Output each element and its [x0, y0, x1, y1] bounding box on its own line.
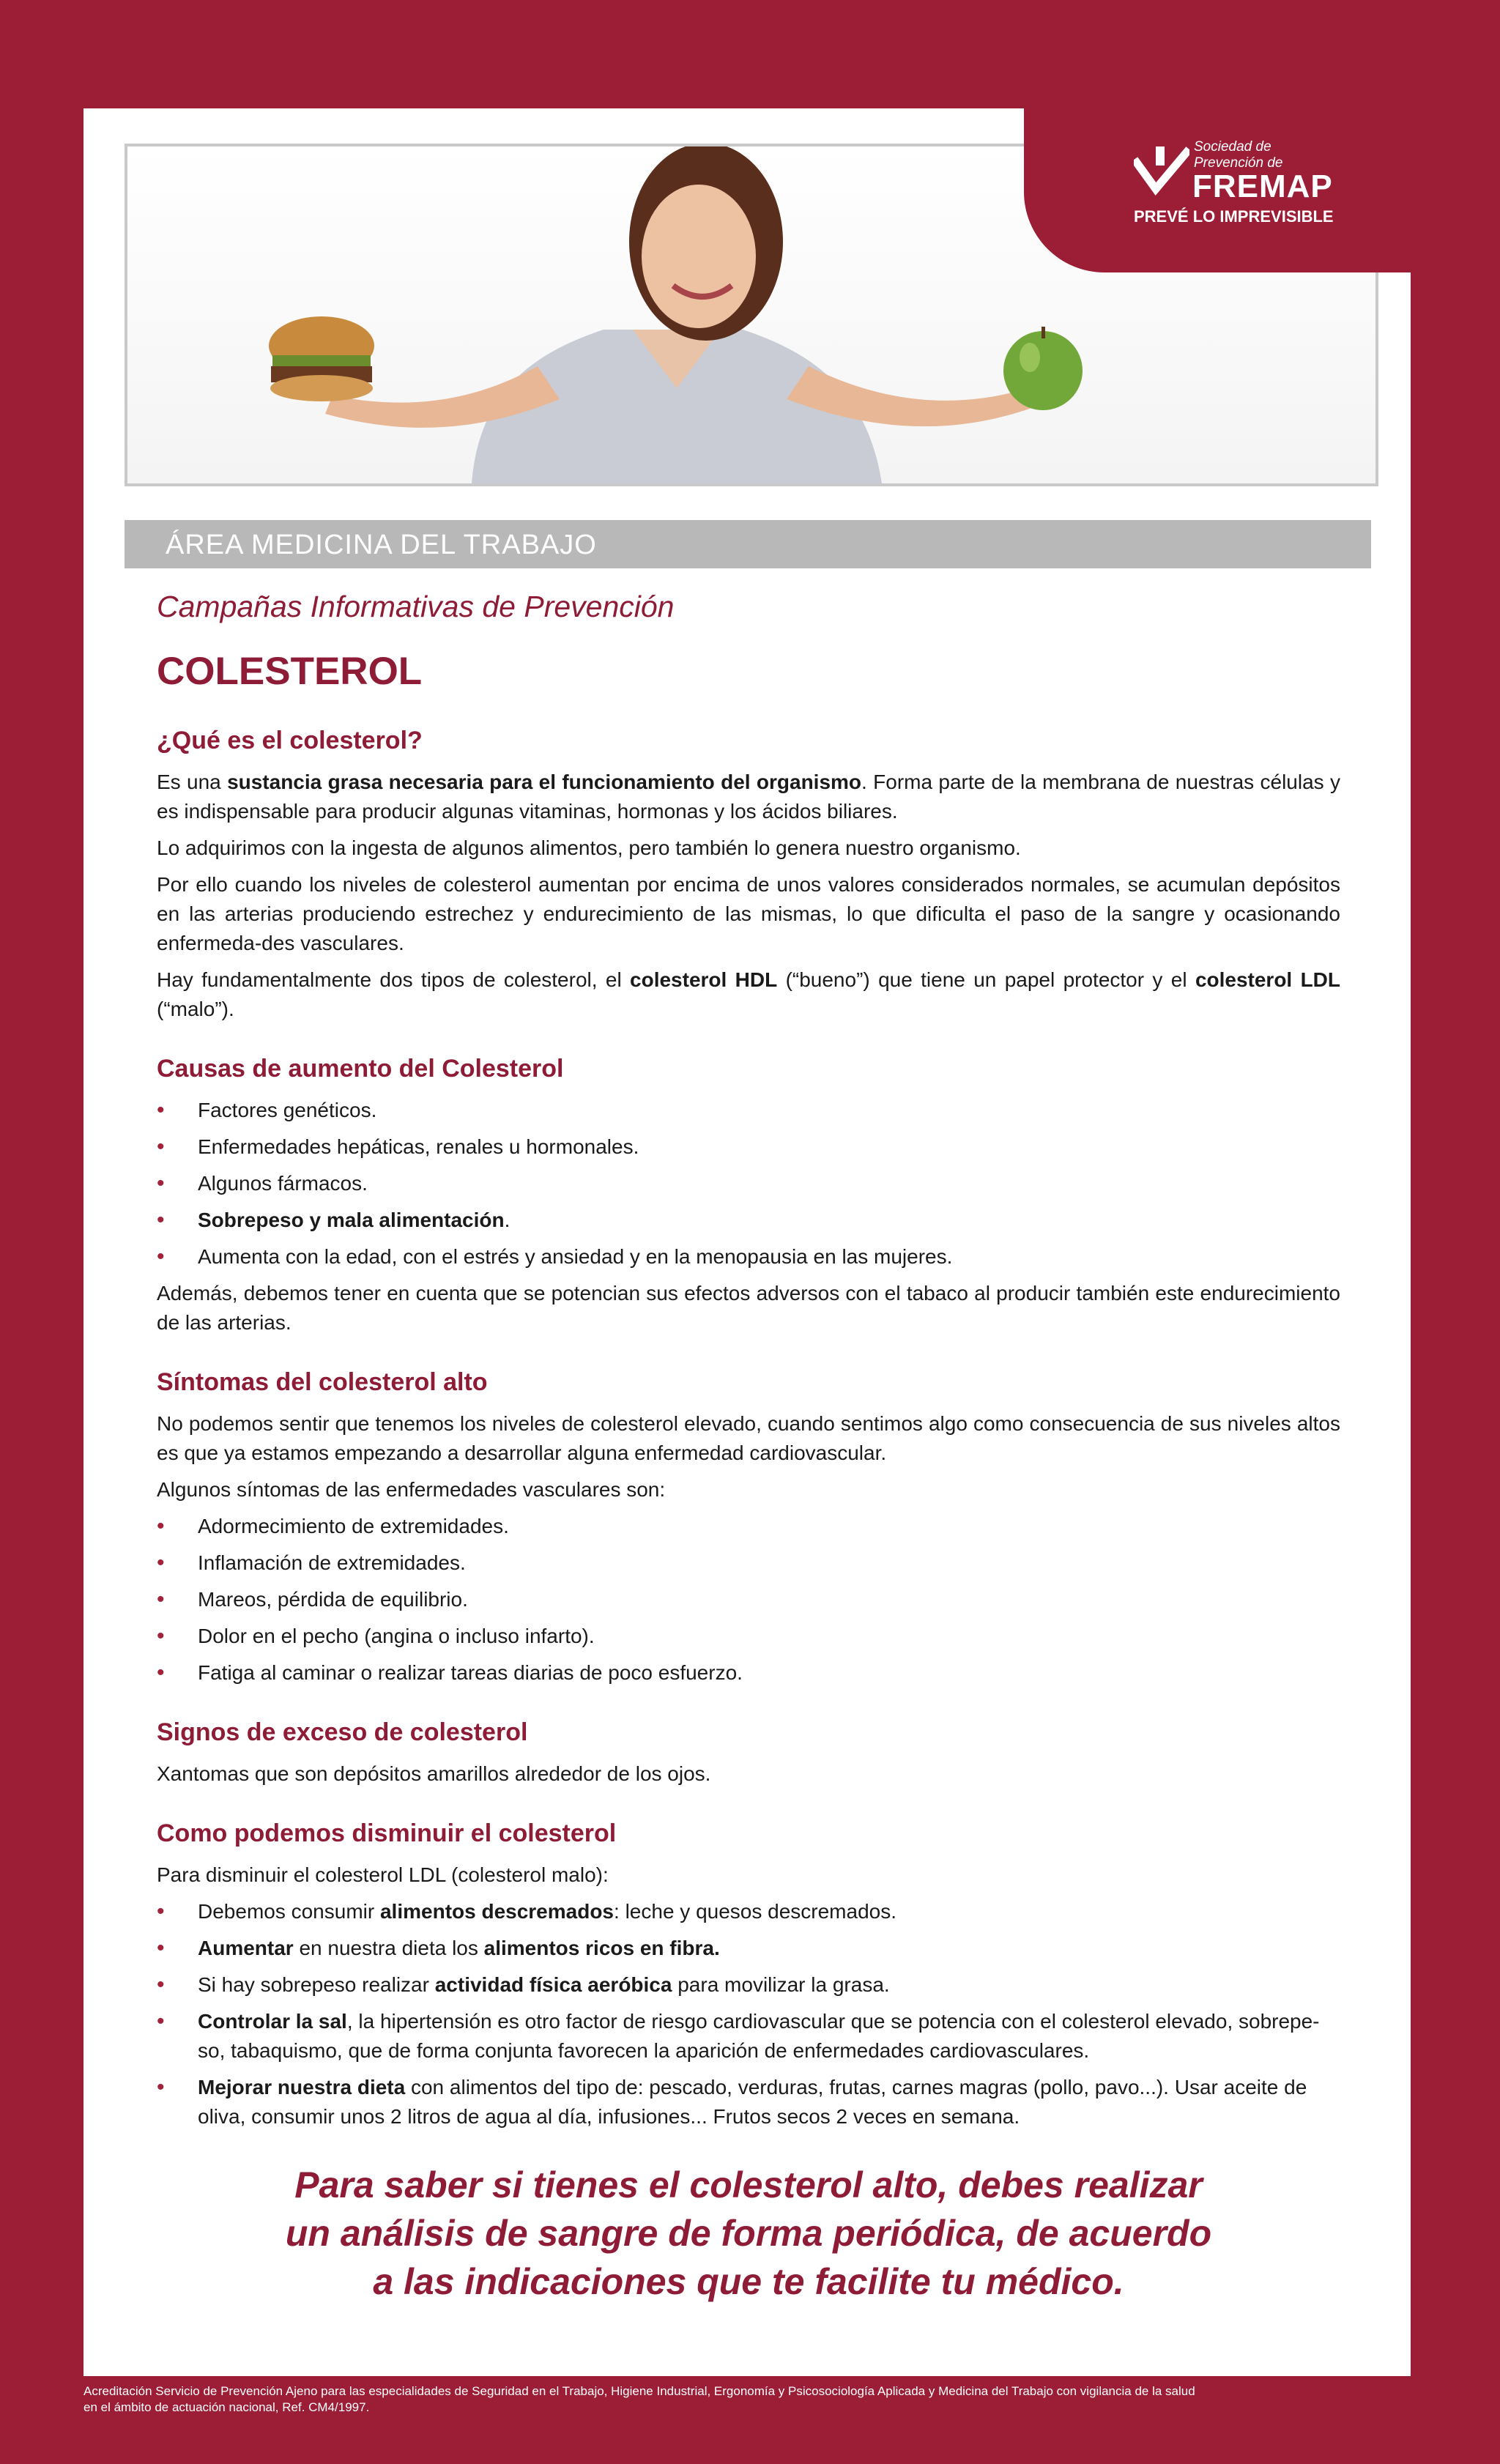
- list-item: • Mareos, pérdida de equilibrio.: [157, 1585, 1340, 1614]
- list-item: • Controlar la sal, la hipertensión es otro factor de riesgo cardiovascular que se potencia con el colesterol elevado, sobrepe-so, tabaquismo, que de forma conjunta favorecen la aparición de enfermedades cardiovasculares.: [157, 2007, 1340, 2066]
- section-heading-what: ¿Qué es el colesterol?: [157, 727, 423, 754]
- list-item: • Enfermedades hepáticas, renales u hormonales.: [157, 1132, 1340, 1162]
- list-item: • Si hay sobrepeso realizar actividad física aeróbica para movilizar la grasa.: [157, 1970, 1340, 2000]
- paragraph: Lo adquirimos con la ingesta de algunos alimentos, pero también lo genera nuestro organismo.: [157, 836, 1021, 859]
- main-content: [157, 586, 1340, 2139]
- list-item: • Aumentar en nuestra dieta los alimentos ricos en fibra.: [157, 1934, 1340, 1963]
- apple-stem: [1042, 327, 1045, 338]
- list-item: • Dolor en el pecho (angina o incluso infarto).: [157, 1622, 1340, 1651]
- paragraph: No podemos sentir que tenemos los niveles de colesterol elevado, cuando sentimos algo como consecuencia de sus niveles altos es que ya estamos empezando a desarrollar alguna enfermedad cardiovascular.: [157, 1412, 1340, 1464]
- page-title: COLESTEROL: [157, 650, 423, 693]
- paragraph: Algunos síntomas de las enfermedades vasculares son:: [157, 1478, 666, 1501]
- burger-bun-bottom: [270, 375, 373, 401]
- list-item: • Sobrepeso y mala alimentación.: [157, 1206, 1340, 1235]
- list-item: • Aumenta con la edad, con el estrés y ansiedad y en la menopausia en las mujeres.: [157, 1242, 1340, 1272]
- area-label: ÁREA MEDICINA DEL TRABAJO: [166, 530, 597, 560]
- section-heading-causes: Causas de aumento del Colesterol: [157, 1055, 564, 1083]
- apple-shape: [1003, 331, 1083, 410]
- section-heading-reduce: Como podemos disminuir el colesterol: [157, 1819, 617, 1847]
- logo-society-text: Sociedad de Prevención de: [1194, 139, 1283, 171]
- apple-highlight: [1020, 343, 1040, 372]
- face-shape: [642, 185, 756, 328]
- causes-list: [157, 1096, 1340, 1272]
- reduce-list: [157, 1897, 1340, 2131]
- list-item: • Adormecimiento de extremidades.: [157, 1512, 1340, 1541]
- paragraph: Por ello cuando los niveles de colesterol aumentan por encima de unos valores considerados normales, se acumulan depósitos en las arterias produciendo estrechez y endurecimiento de las mismas, lo que dificulta el paso de la sangre y ocasionando enfermeda-des vasculares.: [157, 873, 1340, 954]
- list-item: • Mejorar nuestra dieta con alimentos del tipo de: pescado, verduras, frutas, carnes magras (pollo, pavo...). Usar aceite de oliva, consumir unos 2 litros de agua al día, infusiones... Frutos secos 2 veces en semana.: [157, 2073, 1340, 2131]
- logo-name: FREMAP: [1192, 168, 1333, 204]
- area-bar: [125, 520, 1371, 568]
- callout-message: Para saber si tienes el colesterol alto, debes realizar un análisis de sangre de forma periódica, de acuerdo a las indicaciones que te facilite tu médico.: [285, 2164, 1212, 2302]
- paragraph: Para disminuir el colesterol LDL (colesterol malo):: [157, 1863, 609, 1886]
- logo-slogan: PREVÉ LO IMPREVISIBLE: [1134, 207, 1334, 226]
- footer-accreditation: Acreditación Servicio de Prevención Ajeno para las especialidades de Seguridad en el Trabajo, Higiene Industrial, Ergonomía y Psicosociología Aplicada y Medicina del Trabajo con vigilancia de la salud en el ámbito de actuación nacional, Ref. CM4/1997.: [83, 2384, 1195, 2414]
- list-item: • Debemos consumir alimentos descremados: leche y quesos descremados.: [157, 1897, 1340, 1926]
- list-item: • Factores genéticos.: [157, 1096, 1340, 1125]
- paragraph: Xantomas que son depósitos amarillos alrededor de los ojos.: [157, 1762, 711, 1785]
- list-item: • Inflamación de extremidades.: [157, 1548, 1340, 1578]
- section-heading-signs: Signos de exceso de colesterol: [157, 1718, 528, 1746]
- paragraph: Hay fundamentalmente dos tipos de colesterol, el colesterol HDL (“bueno”) que tiene un papel protector y el colesterol LDL (“malo”).: [157, 968, 1340, 1020]
- list-item: • Fatiga al caminar o realizar tareas diarias de poco esfuerzo.: [157, 1658, 1340, 1688]
- paragraph: Es una sustancia grasa necesaria para el funcionamiento del organismo. Forma parte de la membrana de nuestras células y es indispensable para producir algunas vitaminas, hormonas y los ácidos biliares.: [157, 771, 1340, 823]
- campaign-subtitle: Campañas Informativas de Prevención: [157, 590, 675, 623]
- paragraph: Además, debemos tener en cuenta que se potencian sus efectos adversos con el tabaco al producir también este endurecimiento de las arterias.: [157, 1282, 1340, 1334]
- symptoms-list: [157, 1512, 1340, 1688]
- fremap-logo-icon: [1134, 146, 1189, 198]
- section-heading-symptoms: Síntomas del colesterol alto: [157, 1368, 488, 1396]
- list-item: • Algunos fármacos.: [157, 1169, 1340, 1198]
